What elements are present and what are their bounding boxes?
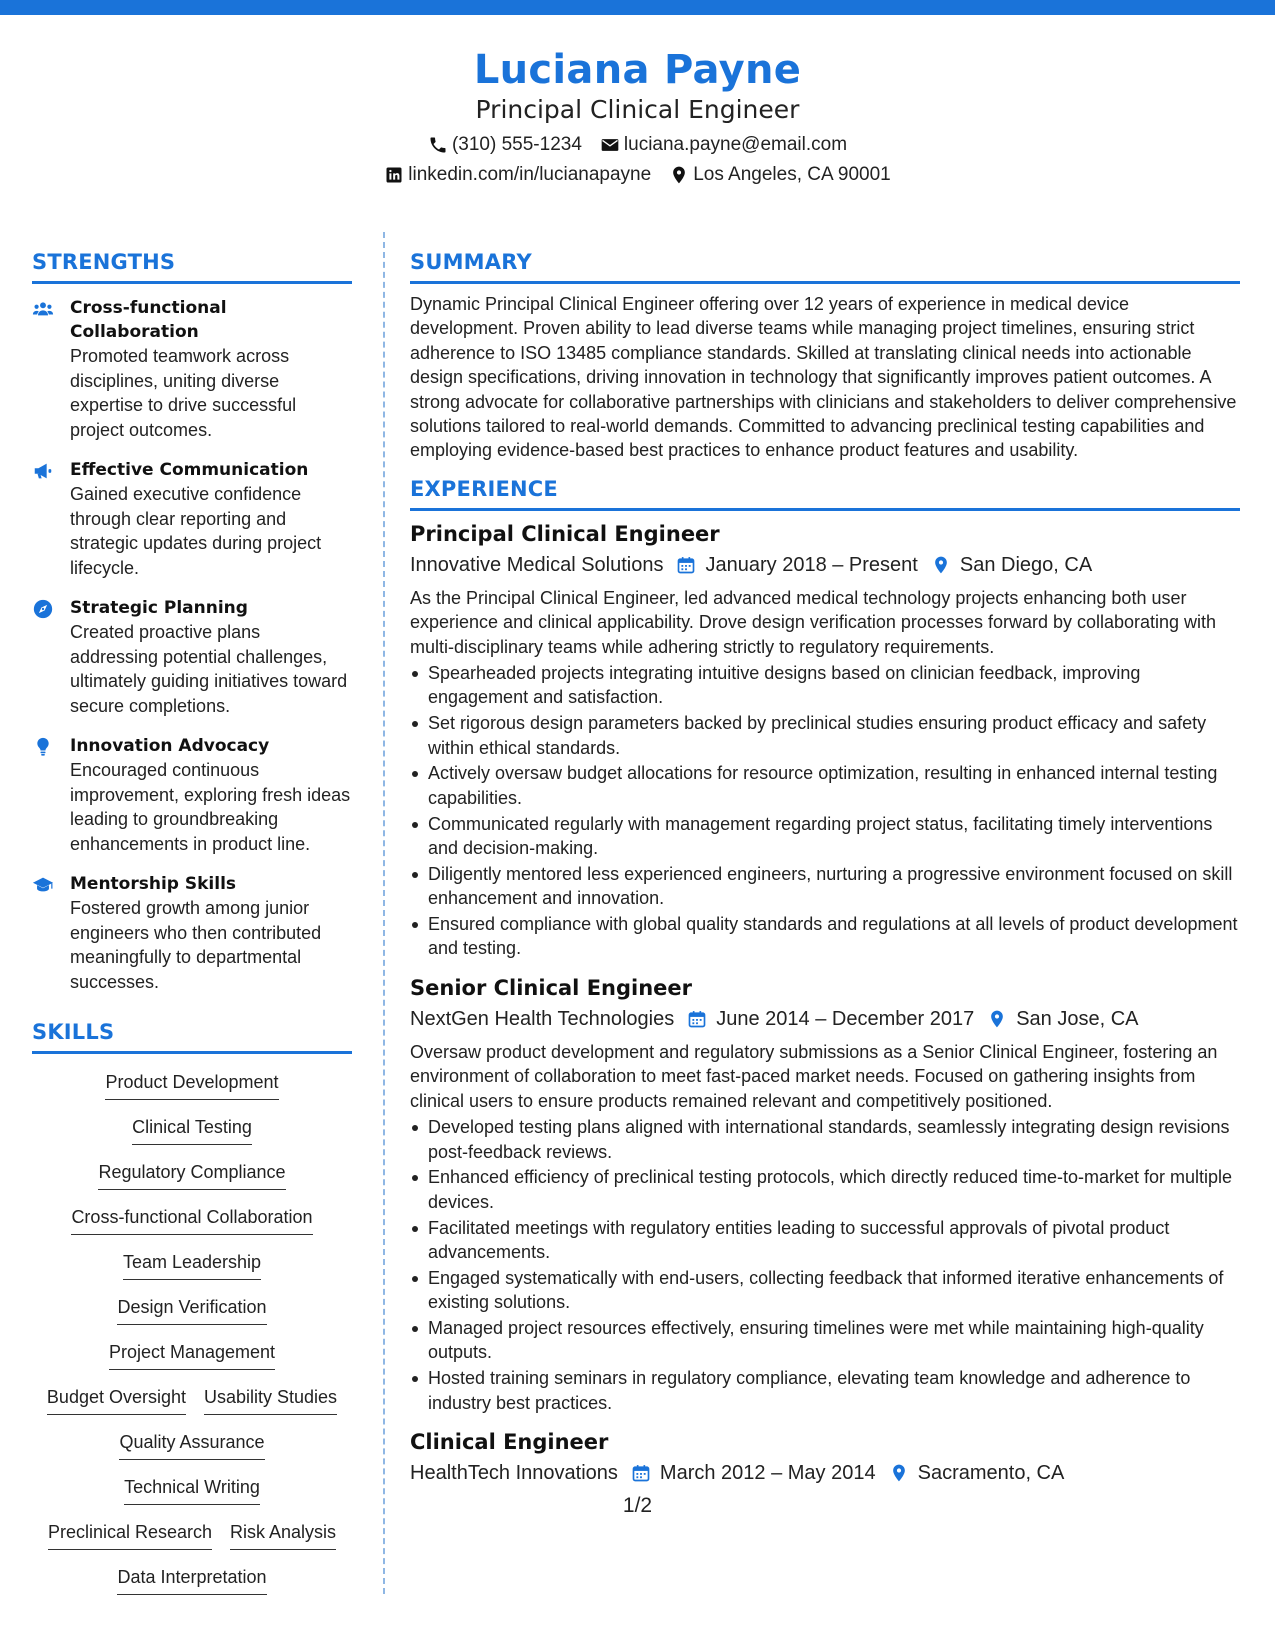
- job-company: Innovative Medical Solutions: [410, 553, 664, 576]
- skill-tag: Regulatory Compliance: [98, 1158, 285, 1190]
- job-title: Senior Clinical Engineer: [410, 975, 693, 1000]
- skill-tag: Product Development: [105, 1068, 278, 1100]
- job-bullet: Communicated regularly with management regarding project status, facilitating timely interventions and decision-making.: [410, 812, 1240, 861]
- strength-item: [32, 596, 352, 718]
- job-bullet: Facilitated meetings with regulatory entities leading to successful approvals of pivotal product advancements.: [410, 1216, 1240, 1265]
- job-bullet: Actively oversaw budget allocations for resource optimization, resulting in enhanced internal testing capabilities.: [410, 761, 1240, 810]
- skills-heading: SKILLS: [32, 1018, 352, 1054]
- skill-tag: Data Interpretation: [117, 1563, 266, 1595]
- strengths-heading: STRENGTHS: [32, 248, 352, 284]
- job-bullet: Developed testing plans aligned with international standards, seamlessly integrating design revisions post-feedback reviews.: [410, 1115, 1240, 1164]
- job-bullets: [410, 1115, 1240, 1415]
- job-bullet: Diligently mentored less experienced engineers, nurturing a progressive environment focused on skill enhancement and innovation.: [410, 862, 1240, 911]
- resume-header: [0, 44, 1275, 190]
- column-divider: [383, 232, 385, 1594]
- skill-tag: Project Management: [109, 1338, 275, 1370]
- top-accent-bar: [0, 0, 1275, 15]
- skill-tag: Technical Writing: [124, 1473, 260, 1505]
- page-number: 1/2: [622, 1494, 653, 1517]
- map-pin-icon: [987, 1009, 1016, 1029]
- job-company: NextGen Health Technologies: [410, 1007, 675, 1030]
- linkedin-icon: [384, 165, 404, 185]
- strength-title: Strategic Planning: [70, 598, 248, 618]
- candidate-headline: Principal Clinical Engineer: [475, 95, 800, 124]
- contact-row-2: [0, 160, 1275, 190]
- graduation-cap-icon: [32, 872, 70, 994]
- users-icon: [32, 296, 70, 442]
- phone-text: (310) 555-1234: [451, 134, 582, 155]
- job-location: Sacramento, CA: [917, 1461, 1065, 1484]
- job-entry: [410, 973, 1240, 1415]
- skill-tag: Budget Oversight: [47, 1383, 186, 1415]
- calendar-icon: [631, 1463, 660, 1483]
- contact-row-1: [0, 130, 1275, 160]
- strength-desc: Promoted teamwork across disciplines, uniting diverse expertise to drive successful project outcomes.: [70, 346, 297, 440]
- job-location: San Diego, CA: [959, 553, 1093, 576]
- skill-tag: Cross-functional Collaboration: [71, 1203, 312, 1235]
- skill-tag: Design Verification: [117, 1293, 266, 1325]
- experience-section: [410, 475, 1240, 1488]
- skill-tag: Clinical Testing: [132, 1113, 252, 1145]
- contact-email[interactable]: [600, 132, 847, 158]
- email-text: luciana.payne@email.com: [623, 134, 848, 155]
- calendar-icon: [676, 555, 705, 575]
- strengths-list: [32, 296, 352, 994]
- job-bullet: Ensured compliance with global quality standards and regulations at all levels of product development and testing.: [410, 912, 1240, 961]
- job-meta: [410, 550, 1240, 580]
- strength-desc: Created proactive plans addressing potential challenges, ultimately guiding initiatives toward secure completions.: [70, 622, 348, 716]
- skill-tag: Team Leadership: [123, 1248, 261, 1280]
- candidate-name: Luciana Payne: [473, 47, 802, 93]
- job-description: As the Principal Clinical Engineer, led advanced medical technology projects enhancing both user experience and clinical applicability. Drove design verification processes forward by collaborating with multi-disciplinary teams while adhering strictly to regulatory requirements.: [410, 587, 1217, 657]
- megaphone-icon: [32, 458, 70, 580]
- strength-item: [32, 734, 352, 856]
- skills-list: [32, 1068, 352, 1608]
- skill-tag: Usability Studies: [204, 1383, 337, 1415]
- linkedin-text: linkedin.com/in/lucianapayne: [408, 164, 652, 185]
- strength-title: Effective Communication: [70, 460, 309, 480]
- contact-linkedin[interactable]: [384, 162, 651, 188]
- strength-desc: Gained executive confidence through clear reporting and strategic updates during project lifecycle.: [70, 484, 322, 578]
- envelope-icon: [600, 135, 620, 155]
- strength-title: Mentorship Skills: [70, 874, 237, 894]
- job-title: Principal Clinical Engineer: [410, 521, 720, 546]
- job-company: HealthTech Innovations: [410, 1461, 618, 1484]
- summary-text: Dynamic Principal Clinical Engineer offering over 12 years of experience in medical device development. Proven ability to lead diverse teams while managing project timelines, ensuring strict adherence to ISO 13485 compliance standards. Skilled at translating clinical needs into actionable design specifications, driving innovation in technology that significantly improves patient outcomes. A strong advocate for collaborative partnerships with clinicians and stakeholders to deliver comprehensive solutions tailored to real-world demands. Committed to advancing preclinical testing capabilities and employing evidence-based best practices to enhance product features and usability.: [410, 294, 1237, 461]
- location-text: Los Angeles, CA 90001: [693, 164, 891, 185]
- contact-location: [669, 162, 891, 188]
- job-bullet: Hosted training seminars in regulatory compliance, elevating team knowledge and adherence to industry best practices.: [410, 1366, 1240, 1415]
- job-bullet: Spearheaded projects integrating intuitive designs based on clinician feedback, improving engagement and satisfaction.: [410, 661, 1240, 710]
- job-entry: [410, 1427, 1240, 1488]
- strength-title: Innovation Advocacy: [70, 736, 270, 756]
- job-bullet: Set rigorous design parameters backed by preclinical studies ensuring product efficacy and safety within ethical standards.: [410, 711, 1240, 760]
- contact-phone: [428, 132, 582, 158]
- experience-heading: EXPERIENCE: [410, 475, 1240, 511]
- strength-item: [32, 872, 352, 994]
- strength-desc: Encouraged continuous improvement, exploring fresh ideas leading to groundbreaking enhancements in product line.: [70, 760, 351, 854]
- job-meta: [410, 1004, 1240, 1034]
- strength-item: [32, 296, 352, 442]
- compass-icon: [32, 596, 70, 718]
- job-bullets: [410, 661, 1240, 961]
- job-dates: June 2014 – December 2017: [716, 1007, 975, 1030]
- calendar-icon: [687, 1009, 716, 1029]
- right-column: [410, 248, 1240, 1488]
- job-dates: January 2018 – Present: [705, 553, 918, 576]
- skill-tag: Quality Assurance: [119, 1428, 264, 1460]
- map-pin-icon: [889, 1463, 918, 1483]
- job-entry: [410, 519, 1240, 961]
- job-location: San Jose, CA: [1016, 1007, 1139, 1030]
- lightbulb-icon: [32, 734, 70, 856]
- job-meta: [410, 1458, 1240, 1488]
- job-bullet: Engaged systematically with end-users, collecting feedback that informed iterative enhancements of existing solutions.: [410, 1266, 1240, 1315]
- skill-tag: Risk Analysis: [230, 1518, 336, 1550]
- map-pin-icon: [669, 165, 689, 185]
- summary-heading: SUMMARY: [410, 248, 1240, 284]
- phone-icon: [428, 135, 448, 155]
- job-bullet: Enhanced efficiency of preclinical testing protocols, which directly reduced time-to-market for multiple devices.: [410, 1165, 1240, 1214]
- skill-tag: Preclinical Research: [48, 1518, 212, 1550]
- strength-item: [32, 458, 352, 580]
- job-description: Oversaw product development and regulatory submissions as a Senior Clinical Engineer, fostering an environment of collaboration to meet fast-paced market needs. Focused on gathering insights from clinical users to ensure products remained relevant and competitively positioned.: [410, 1041, 1218, 1111]
- job-bullet: Managed project resources effectively, ensuring timelines were met while maintaining high-quality outputs.: [410, 1316, 1240, 1365]
- job-dates: March 2012 – May 2014: [659, 1461, 876, 1484]
- left-column: [32, 248, 352, 1608]
- map-pin-icon: [931, 555, 960, 575]
- job-title: Clinical Engineer: [410, 1429, 609, 1454]
- strength-title: Cross-functional Collaboration: [70, 298, 227, 342]
- strength-desc: Fostered growth among junior engineers who then contributed meaningfully to departmental successes.: [70, 898, 322, 992]
- skills-section: [32, 1018, 352, 1608]
